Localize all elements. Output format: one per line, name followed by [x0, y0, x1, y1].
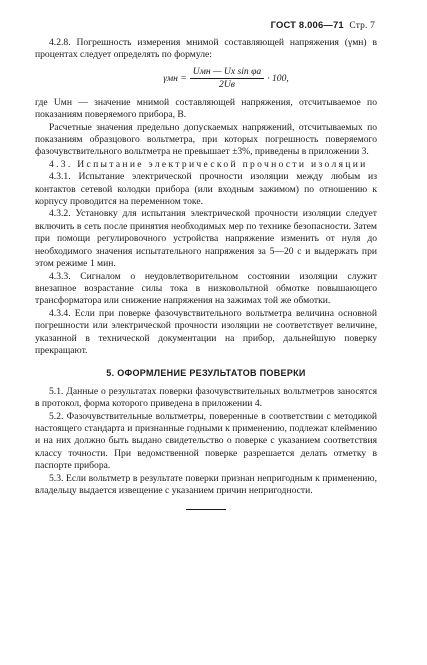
paragraph-4-3-1: 4.3.1. Испытание электрической прочности изоляции между любым из контактов сетевой колодки прибора (или входным зажимом) по отношению к корпусу проводится на переменном токе. — [35, 171, 377, 208]
paragraph-4-3-4: 4.3.4. Если при поверке фазочувствительного вольтметра величина основной погрешности или электрической прочности изоляции не соответствует величине, указанной в технической документации на прибор, дальнейшую поверку прекращают. — [35, 307, 377, 356]
end-divider — [186, 509, 226, 510]
paragraph-4-3-2: 4.3.2. Установку для испытания электрической прочности изоляции следует включить в сеть после принятия необходимых мер по технике безопасности. Затем при помощи регулировочного устройства напряжение изменить от нуля до необходимого значения испытательного напряжения за 5—20 с и выдержать при этом режиме 1 мин. — [35, 208, 377, 270]
formula-numerator: Uмн — Uх sin φа — [190, 66, 264, 79]
formula-tail: · 100, — [267, 72, 289, 84]
error-formula — [75, 64, 377, 94]
section-5-title: 5. ОФОРМЛЕНИЕ РЕЗУЛЬТАТОВ ПОВЕРКИ — [106, 368, 306, 379]
paragraph-4-2-8: 4.2.8. Погрешность измерения мнимой составляющей напряжения (γмн) в процентах следует определять по формуле: — [35, 37, 377, 61]
paragraph-5-3: 5.3. Если вольтметр в результате поверки признан непригодным к применению, владельцу выдается извещение с указанием причин непригодности. — [35, 472, 377, 496]
paragraph-4-3-3: 4.3.3. Сигналом о неудовлетворительном состоянии изоляции служит внезапное возрастание силы тока в низковольтной обмотке повышающего трансформатора или снижение напряжения на зажимах той же обмотки. — [35, 270, 377, 307]
paragraph-where: где Uмн — значение мнимой составляющей напряжения, отсчитываемое по показаниям поверяемого прибора, В. — [35, 96, 377, 121]
formula-denominator: 2Uв — [219, 79, 235, 91]
formula-fraction — [190, 66, 264, 92]
paragraph-5-2: 5.2. Фазочувствительные вольтметры, поверенные в соответствии с методикой настоящего стандарта и признанные годными к применению, подлежат клеймению и на них должно быть выдано свидетельство о поверке с указанием соответствия классу точности. При ведомственной поверке разрешается делать отметку в паспорте прибора. — [35, 410, 377, 472]
document-body — [35, 37, 377, 510]
formula-lhs: γмн = — [163, 72, 187, 84]
heading-4-3: 4.3. Испытание электрической прочности изоляции — [49, 158, 368, 170]
page-header — [271, 19, 375, 32]
page-number: Стр. 7 — [349, 21, 375, 31]
paragraph-calc-values: Расчетные значения предельно допускаемых напряжений, отсчитываемых по показаниям образцового вольтметра, при которых погрешность поверяемого фазочувствительного вольтметра не превышает ±3%, приведены в приложении 3. — [35, 121, 377, 158]
paragraph-5-1: 5.1. Данные о результатах поверки фазочувствительных вольтметров заносятся в протокол, форма которого приведена в приложении 4. — [35, 385, 377, 410]
standard-number: ГОСТ 8.006—71 — [270, 19, 344, 30]
